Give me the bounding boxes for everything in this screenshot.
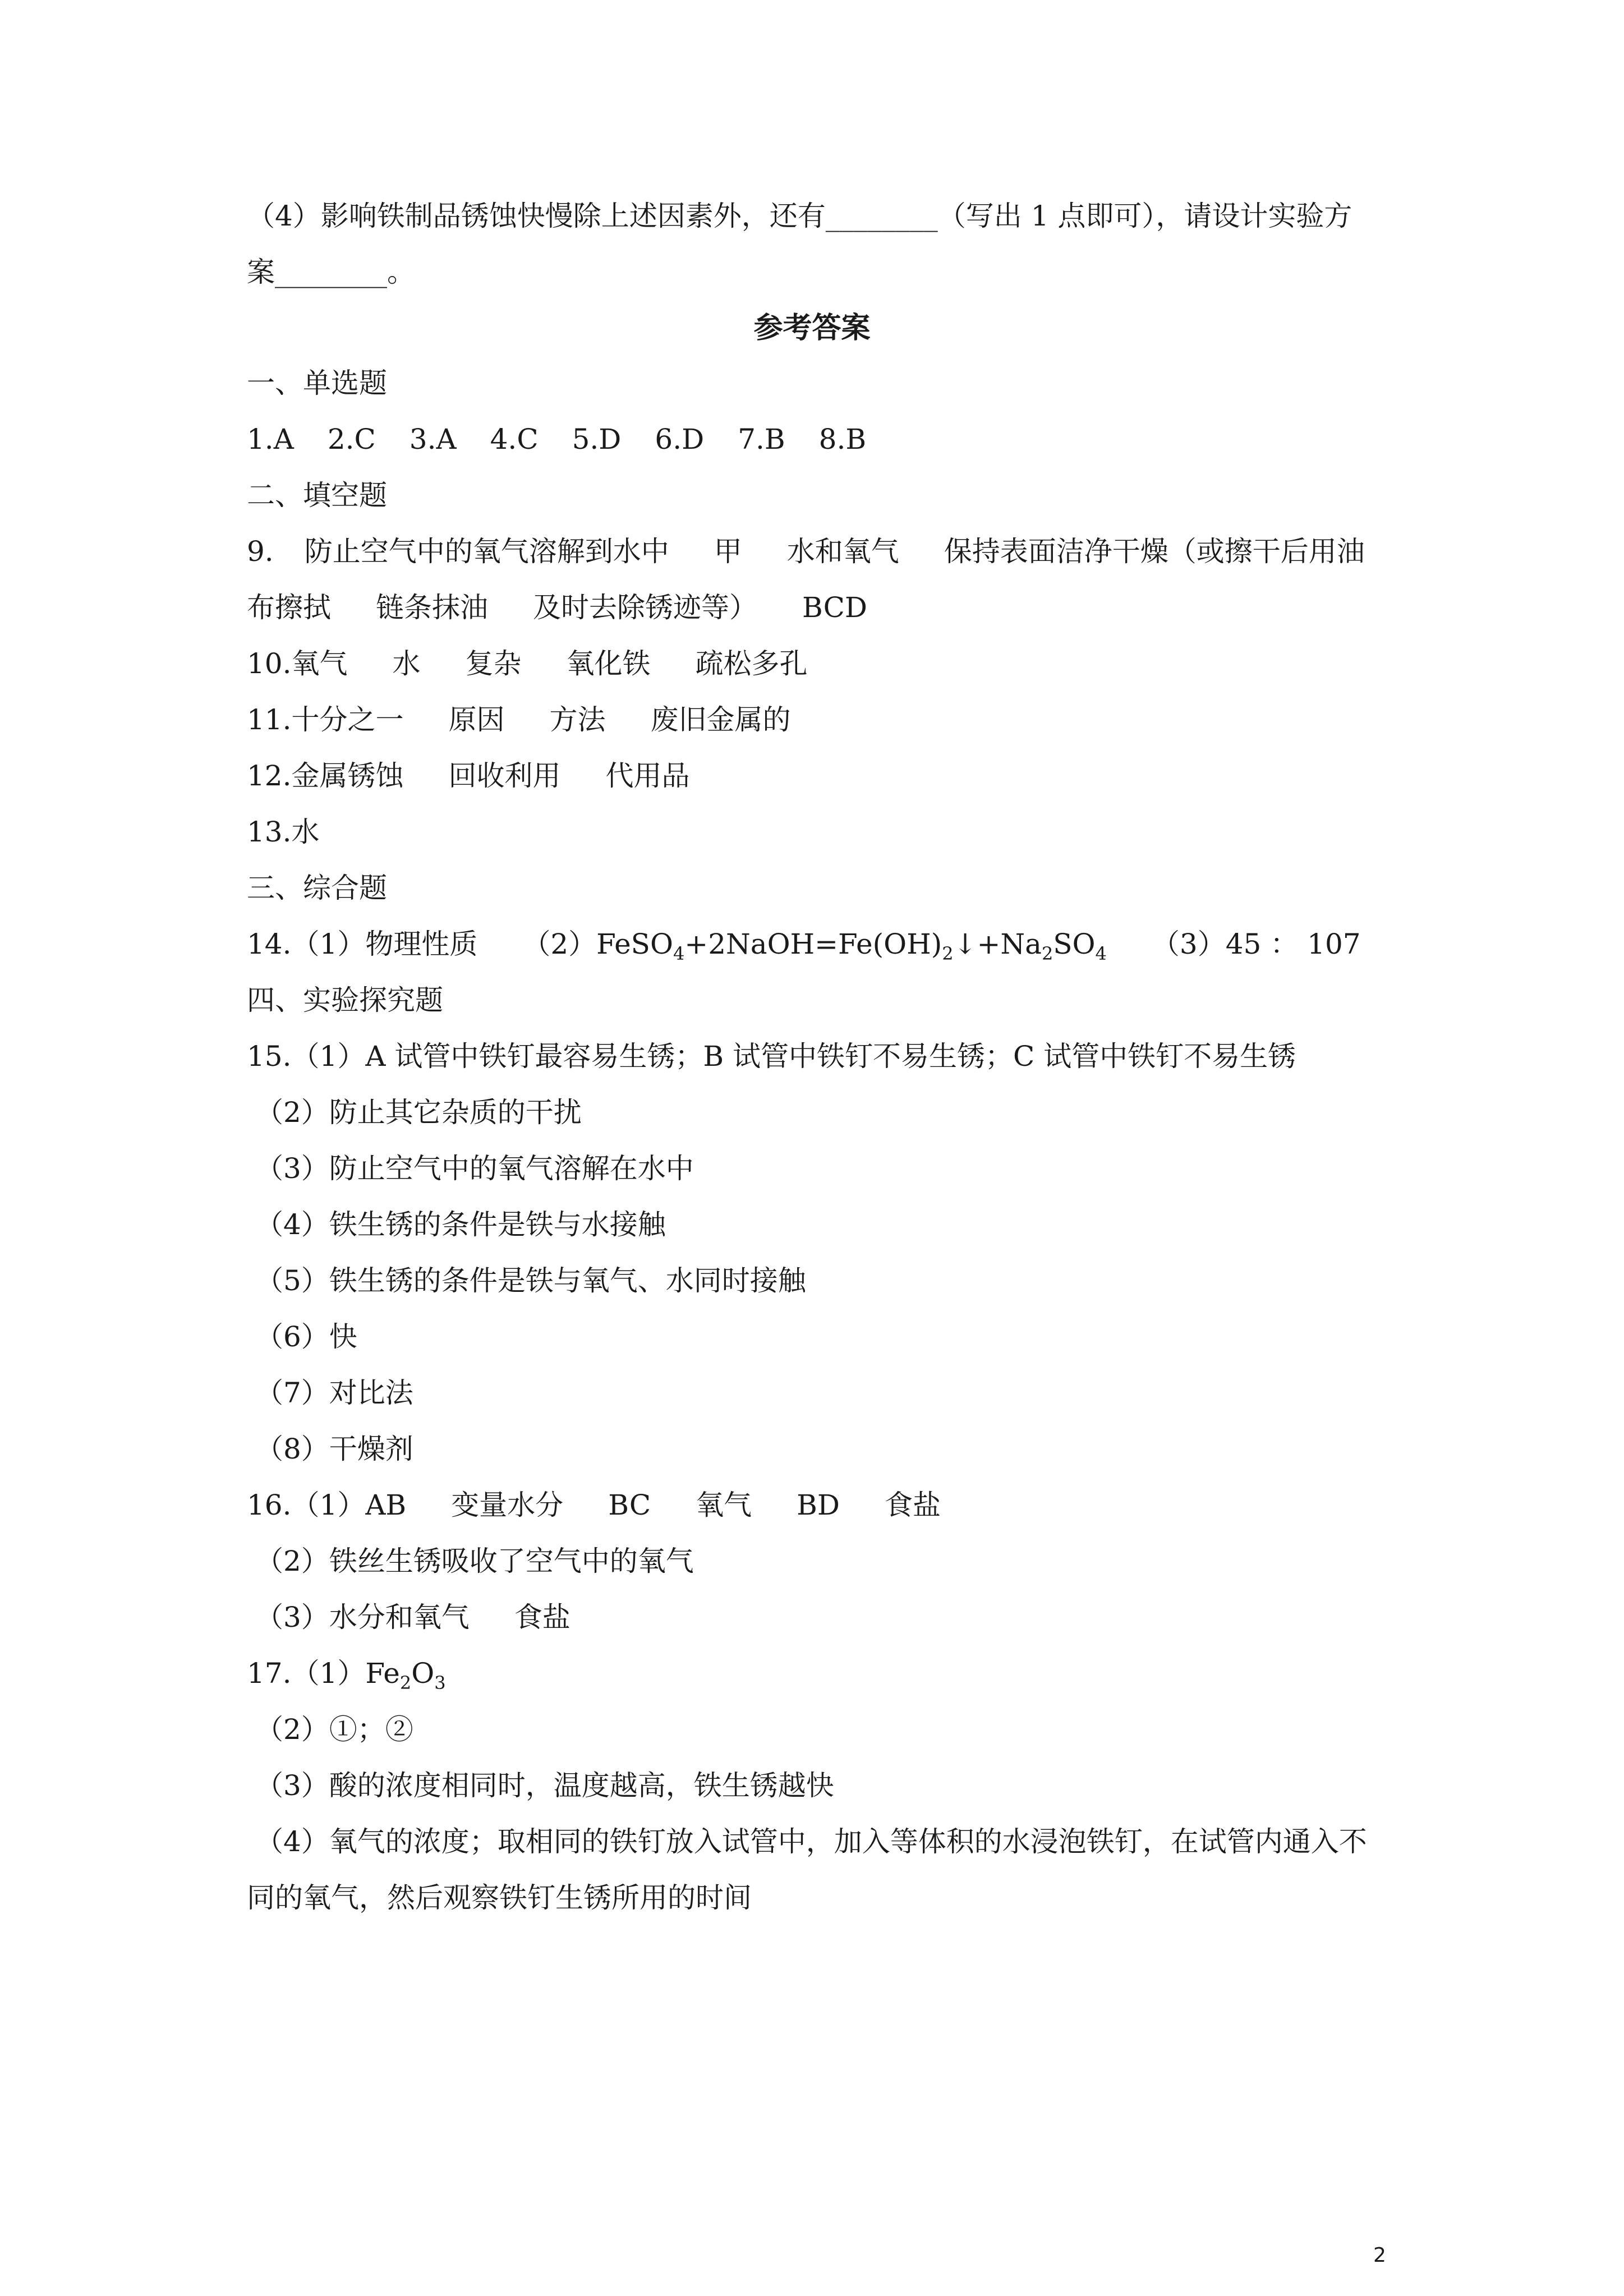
equation-text: +2NaOH=Fe(OH) [684,928,942,960]
answer-13: 13.水 [247,816,320,848]
answer-15-line: （2）防止其它杂质的干扰 [255,1096,582,1129]
mc-answer: 1.A [247,423,294,455]
answer-14-part-1: 14.（1）物理性质 [247,928,478,960]
multiple-choice-answers [247,422,866,456]
answer-15-line: （4）铁生锈的条件是铁与水接触 [255,1208,666,1241]
answer-15-line: （3）防止空气中的氧气溶解在水中 [255,1152,694,1185]
answer-11-part: 废旧金属的 [650,703,791,736]
answer-14-equation [522,927,1107,970]
answer-9-part: 防止空气中的氧气溶解到水中 [304,535,669,568]
answer-12-part: 代用品 [605,760,690,792]
mc-answer: 3.A [409,423,457,455]
equation-text: （2）FeSO [522,928,673,960]
answer-key-title: 参考答案 [753,311,871,345]
answer-16-part: 氧气 [696,1489,752,1521]
answer-9-part: BCD [802,591,868,624]
subscript: 2 [399,1672,412,1694]
answer-9-part: 布擦拭 [247,591,331,624]
answer-15-line: （8）干燥剂 [255,1433,413,1465]
answer-10-part: 10.氧气 [247,647,348,680]
section-heading-experiment: 四、实验探究题 [247,984,443,1016]
answer-11-part: 11.十分之一 [247,703,404,736]
subscript: 4 [673,943,685,964]
equation-text: SO [1053,928,1096,960]
answer-14-part-3: （3）45 ： 107 [1151,928,1361,960]
section-heading-comprehensive: 三、综合题 [247,872,387,904]
answer-16-part: 16.（1）AB [247,1489,407,1521]
answer-9-line-2 [247,591,867,624]
answer-12-part: 回收利用 [448,760,561,792]
section-heading-fill-blank: 二、填空题 [247,479,387,512]
answer-15-line: 15.（1）A 试管中铁钉最容易生锈；B 试管中铁钉不易生锈；C 试管中铁钉不易生锈 [247,1040,1296,1073]
answer-16-part: BC [608,1489,651,1521]
equation-text: ↓+Na [953,928,1042,960]
section-heading-single-choice: 一、单选题 [247,367,387,399]
answer-10 [247,647,808,680]
answer-12 [247,759,690,793]
answer-17-text: O [411,1657,435,1690]
answer-10-part: 水 [392,647,421,680]
mc-answer: 4.C [490,423,539,455]
answer-15-line: （5）铁生锈的条件是铁与氧气、水同时接触 [255,1264,806,1297]
subscript: 4 [1095,943,1107,964]
answer-16-line-2: （2）铁丝生锈吸收了空气中的氧气 [255,1545,694,1577]
mc-answer: 6.D [655,423,705,455]
answer-17-text: 17.（1）Fe [247,1657,400,1690]
answer-17-line-1 [247,1657,446,1700]
answer-11 [247,703,791,737]
answer-9-number: 9. [247,535,274,568]
answer-11-part: 原因 [448,703,505,736]
answer-9-part: 水和氧气 [786,535,899,568]
answer-17-line-3: （3）酸的浓度相同时，温度越高，铁生锈越快 [255,1769,834,1802]
answer-17-line-4: （4）氧气的浓度；取相同的铁钉放入试管中，加入等体积的水浸泡铁钉，在试管内通入不 [255,1825,1367,1858]
question-4-line-1: （4）影响铁制品锈蚀快慢除上述因素外，还有________（写出 1 点即可），请设计实验方 [247,200,1352,232]
answer-16-part: BD [797,1489,840,1521]
page-number: 2 [1373,2244,1386,2267]
answer-9-part: 链条抹油 [376,591,488,624]
answer-10-part: 疏松多孔 [695,647,808,680]
subscript: 3 [434,1672,446,1694]
answer-16-part: 食盐 [514,1601,571,1634]
subscript: 2 [1041,943,1053,964]
answer-12-part: 12.金属锈蚀 [247,760,404,792]
answer-15-line: （7）对比法 [255,1377,413,1409]
answer-9-part: 及时去除锈迹等） [533,591,757,624]
answer-17-line-5: 同的氧气，然后观察铁钉生锈所用的时间 [247,1881,752,1914]
answer-16-part: 食盐 [884,1489,941,1521]
mc-answer: 2.C [327,423,376,455]
answer-14 [247,927,1361,970]
mc-answer: 8.B [818,423,867,455]
answer-11-part: 方法 [549,703,606,736]
answer-9-part: 甲 [714,535,742,568]
subscript: 2 [942,943,954,964]
answer-16-part: （3）水分和氧气 [255,1601,470,1634]
question-4-line-2: 案________。 [247,256,415,288]
answer-17-line-2: （2）①；② [255,1713,413,1746]
answer-9-part: 保持表面洁净干燥（或擦干后用油 [944,535,1365,568]
answer-10-part: 氧化铁 [566,647,651,680]
answer-16-line-3 [255,1600,571,1634]
answer-15-line: （6）快 [255,1320,357,1353]
mc-answer: 5.D [572,423,622,455]
answer-10-part: 复杂 [465,647,522,680]
answer-16-line-1 [247,1488,941,1522]
mc-answer: 7.B [738,423,785,455]
answer-9-line-1 [247,535,1365,568]
answer-16-part: 变量水分 [451,1489,564,1521]
